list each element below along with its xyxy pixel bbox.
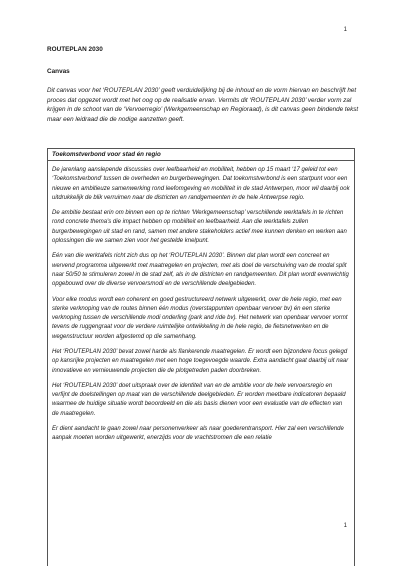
box-heading: Toekomstverbond voor stad én regio bbox=[48, 149, 354, 161]
box-paragraph-5: Het ‘ROUTEPLAN 2030’ bevat zowel harde als flankerende maatregelen. Er wordt een bijzondere focus gelegd op kansrijke projecten en maatregelen met een hoge toegevoegde waarde. Extra aandacht gaat daarbij uit naar innovatieve en vernieuwende projecten die de plotgetreden paden doorbreken. bbox=[52, 349, 349, 374]
box-body bbox=[52, 161, 350, 444]
document-header bbox=[47, 46, 363, 124]
text-box bbox=[47, 148, 355, 566]
box-paragraph-2: De ambitie bestaat erin om binnen een op te richten ‘Werkgemeenschap’ verschillende werktafels in te richten rond concrete thema’s die impact hebben op mobiliteit en leefbaarheid. Aan die werktafels zullen burgerbewegingen uit stad en rand, samen met andere stakeholders actief mee kunnen denken en werken aan oplossingen die we samen zien voor het gestelde knelpunt. bbox=[52, 210, 347, 244]
box-paragraph-6: Het ‘ROUTEPLAN 2030’ doet uitspraak over de identiteit van en de ambitie voor de hele vervoersregio en verfijnt de doelstellingen op maat van de verschillende deelgebieden. Er worden meetbare indicatoren bepaald waarmee de huidige situatie wordt beoordeeld en die als basis dienen voor een evaluatie van de effecten van de maatregelen. bbox=[52, 382, 346, 417]
box-paragraph-3: Eén van die werktafels richt zich dus op het ‘ROUTEPLAN 2030’. Binnen dat plan wordt een concreet en wervend programma uitgewerkt met maatregelen en projecten, met als doel de verschuiving van de modal split naar 50/50 te stimuleren zowel in de stad zelf, als in de districten en randgemeenten. Dit plan wordt evenwichtig opgebouwd over de diverse vervoersmodi en de verschillende deelgebieden. bbox=[52, 253, 349, 288]
section-title: Canvas bbox=[47, 68, 70, 75]
document-title: ROUTEPLAN 2030 bbox=[47, 46, 103, 53]
box-paragraph-7: Er dient aandacht te gaan zowel naar personenverkeer als naar goederentransport. Hier zal een verschillende aanpak moeten worden uitgewerkt, enerzijds voor de vrachtstromen die een relatie bbox=[52, 426, 344, 442]
intro-paragraph: Dit canvas voor het ‘ROUTEPLAN 2030’ geeft verduidelijking bij de inhoud en de vorm hiervan en beschrijft het proces dat opgezet wordt met het oog op de realisatie ervan. Vermits dit ‘ROUTEPLAN 2030’ verder vorm zal krijgen in de schoot van de ‘Vervoerregio’ (Werkgemeenschap en Regioraad), is dit canvas geen bindende tekst maar een leidraad die de nodige aanzetten geeft. bbox=[47, 87, 359, 123]
box-paragraph-4: Voor elke modus wordt een coherent en goed gestructureerd netwerk uitgewerkt, over de hele regio, met een sterke verknoping van de routes binnen één modus (overstappunten openbaar vervoer bv) én een sterke verknoping tussen de verschillende modi onderling (park and ride bv). Het netwerk van openbaar vervoer vormt tevens de ruggengraat voor de verdere ruimtelijke ontwikkeling in de hele regio, de fietsnetwerken en de wegenstructuur worden afgestemd op die samenhang. bbox=[52, 296, 348, 340]
page-number-bottom: 1 bbox=[343, 523, 347, 529]
box-paragraph-1: De jarenlang aanslepende discussies over leefbaarheid en mobiliteit, hebben op 15 maart ‘17 geleid tot een ‘Toekomstverbond’ tussen de overheden en burgerbewegingen. Dat toekomstverbond is een startpunt voor een nieuwe en ambitieuze samenwerking rond leefomgeving en mobiliteit in de stad Antwerpen, moor wil daarbij ook uitdrukkelijk de blik verruimen naar de districten en randgemeenten in de hele Antwerpse regio. bbox=[52, 167, 350, 201]
page-number-top: 1 bbox=[343, 27, 347, 33]
